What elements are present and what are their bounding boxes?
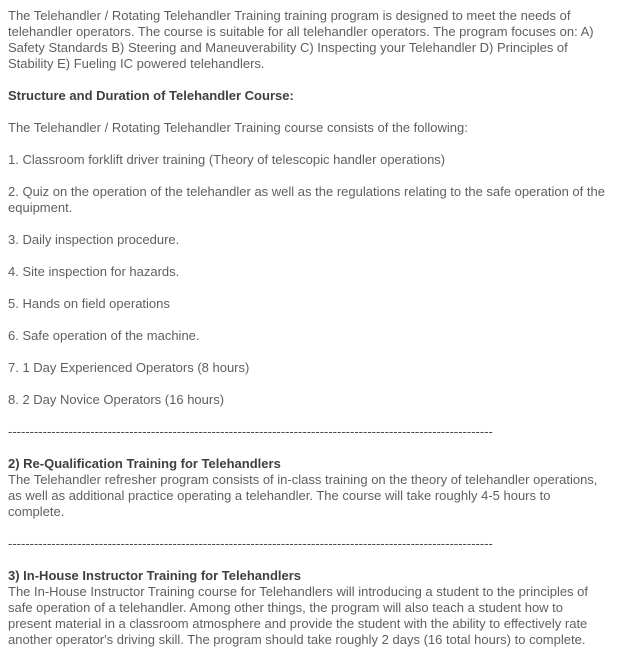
inhouse-heading: 3) In-House Instructor Training for Telehandlers: [8, 568, 302, 583]
requalification-body: The Telehandler refresher program consists of in-class training on the theory of telehandler operations, as well as additional practice operating a telehandler. The course will take roughly 4-5 hours to complete.: [8, 472, 598, 519]
article-body: [8, 8, 609, 648]
course-item-7: 7. 1 Day Experienced Operators (8 hours): [8, 360, 250, 375]
course-item-3: 3. Daily inspection procedure.: [8, 232, 180, 247]
inhouse-body: The In-House Instructor Training course for Telehandlers will introducing a student to the principles of safe operation of a telehandler. Among other things, the program will also teach a student how to present material in a classroom atmosphere and provide the student with the ability to effectively rate another operator's driving skill. The program should take roughly 2 days (16 total hours) to complete.: [8, 584, 589, 647]
structure-duration-heading: Structure and Duration of Telehandler Course:: [8, 88, 294, 103]
inhouse-section: [8, 568, 609, 648]
course-item-8: 8. 2 Day Novice Operators (16 hours): [8, 392, 225, 407]
requalification-section: [8, 456, 609, 520]
dashed-divider: ----------------------------------------------------------------------------------------------------------------: [8, 536, 493, 551]
course-item-6: 6. Safe operation of the machine.: [8, 328, 200, 343]
course-item-1: 1. Classroom forklift driver training (Theory of telescopic handler operations): [8, 152, 446, 167]
dashed-divider: ----------------------------------------------------------------------------------------------------------------: [8, 424, 493, 439]
course-item-5: 5. Hands on field operations: [8, 296, 170, 311]
requalification-heading: 2) Re-Qualification Training for Telehandlers: [8, 456, 281, 471]
intro-paragraph: The Telehandler / Rotating Telehandler Training training program is designed to meet the needs of telehandler operators. The course is suitable for all telehandler operators. The program focuses on: A) Safety Standards B) Steering and Maneuverability C) Inspecting your Telehandler D) Principles of Stability E) Fueling IC powered telehandlers.: [8, 8, 594, 71]
course-item-2: 2. Quiz on the operation of the telehandler as well as the regulations relating to the safe operation of the equipment.: [8, 184, 605, 215]
course-intro-paragraph: The Telehandler / Rotating Telehandler Training course consists of the following:: [8, 120, 468, 135]
course-item-4: 4. Site inspection for hazards.: [8, 264, 180, 279]
